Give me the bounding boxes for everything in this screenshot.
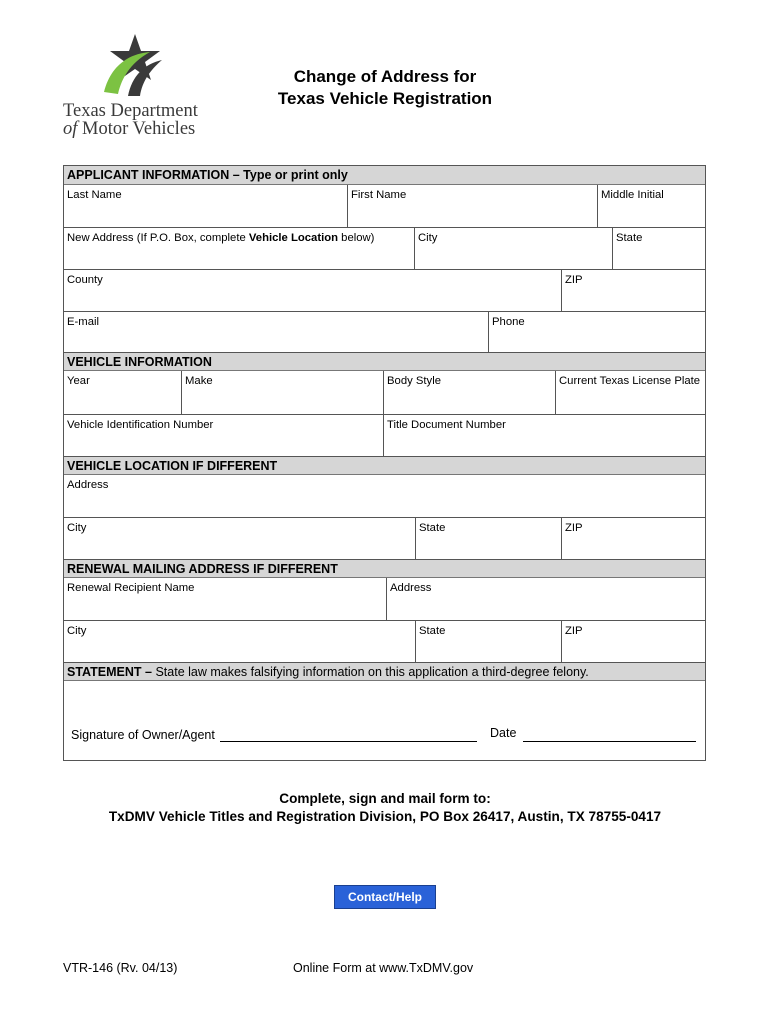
contact-help-button[interactable]: Contact/Help [334, 885, 436, 909]
location-zip-field[interactable]: ZIP [561, 517, 705, 559]
state-field[interactable]: State [612, 227, 705, 269]
middle-initial-field[interactable]: Middle Initial [597, 185, 705, 227]
signature-label: Signature of Owner/Agent [71, 728, 215, 742]
location-address-field[interactable]: Address [67, 479, 109, 491]
renewal-zip-field[interactable]: ZIP [561, 620, 705, 662]
title-document-field[interactable]: Title Document Number [383, 414, 705, 456]
location-state-field[interactable]: State [415, 517, 561, 559]
online-form-url: Online Form at www.TxDMV.gov [293, 961, 474, 975]
last-name-field[interactable]: Last Name [67, 189, 122, 201]
form-title-line2: Texas Vehicle Registration [277, 89, 493, 108]
signature-line[interactable] [220, 741, 477, 742]
vin-field[interactable]: Vehicle Identification Number [64, 414, 383, 456]
make-field[interactable]: Make [181, 371, 383, 414]
year-field[interactable]: Year [67, 375, 90, 387]
zip-field[interactable]: ZIP [561, 269, 705, 311]
renewal-recipient-field[interactable]: Renewal Recipient Name [67, 582, 195, 594]
license-plate-field[interactable]: Current Texas License Plate [555, 371, 705, 414]
location-city-field[interactable]: City [64, 517, 415, 559]
section-applicant-header: APPLICANT INFORMATION – Type or print only [64, 166, 705, 185]
txdmv-logo [58, 32, 218, 140]
phone-field[interactable]: Phone [488, 311, 705, 353]
org-line2: of Motor Vehicles [63, 119, 196, 139]
mail-instructions-line1: Complete, sign and mail form to: [279, 791, 491, 806]
email-field[interactable]: E-mail [64, 311, 488, 353]
new-address-field[interactable]: New Address (If P.O. Box, complete Vehicle Location below) [64, 227, 414, 269]
mail-instructions-line2: TxDMV Vehicle Titles and Registration Division, PO Box 26417, Austin, TX 78755-0417 [108, 809, 662, 824]
form-table [63, 165, 706, 761]
star-swoosh-icon [98, 32, 172, 98]
section-location-header: VEHICLE LOCATION IF DIFFERENT [64, 456, 705, 475]
city-field[interactable]: City [414, 227, 612, 269]
renewal-state-field[interactable]: State [415, 620, 561, 662]
date-label: Date [490, 726, 517, 740]
form-number: VTR-146 (Rv. 04/13) [63, 961, 178, 975]
section-renewal-header: RENEWAL MAILING ADDRESS IF DIFFERENT [64, 559, 705, 578]
section-vehicle-header: VEHICLE INFORMATION [64, 352, 705, 371]
org-line1: Texas Department [63, 101, 198, 121]
body-style-field[interactable]: Body Style [383, 371, 555, 414]
form-title-line1: Change of Address for [293, 67, 477, 86]
renewal-address-field[interactable]: Address [386, 578, 705, 620]
first-name-field[interactable]: First Name [347, 185, 597, 227]
section-statement-header: STATEMENT – State law makes falsifying information on this application a third-degree felony. [64, 662, 705, 681]
county-field[interactable]: County [64, 269, 561, 311]
renewal-city-field[interactable]: City [64, 620, 415, 662]
date-line[interactable] [523, 741, 696, 742]
